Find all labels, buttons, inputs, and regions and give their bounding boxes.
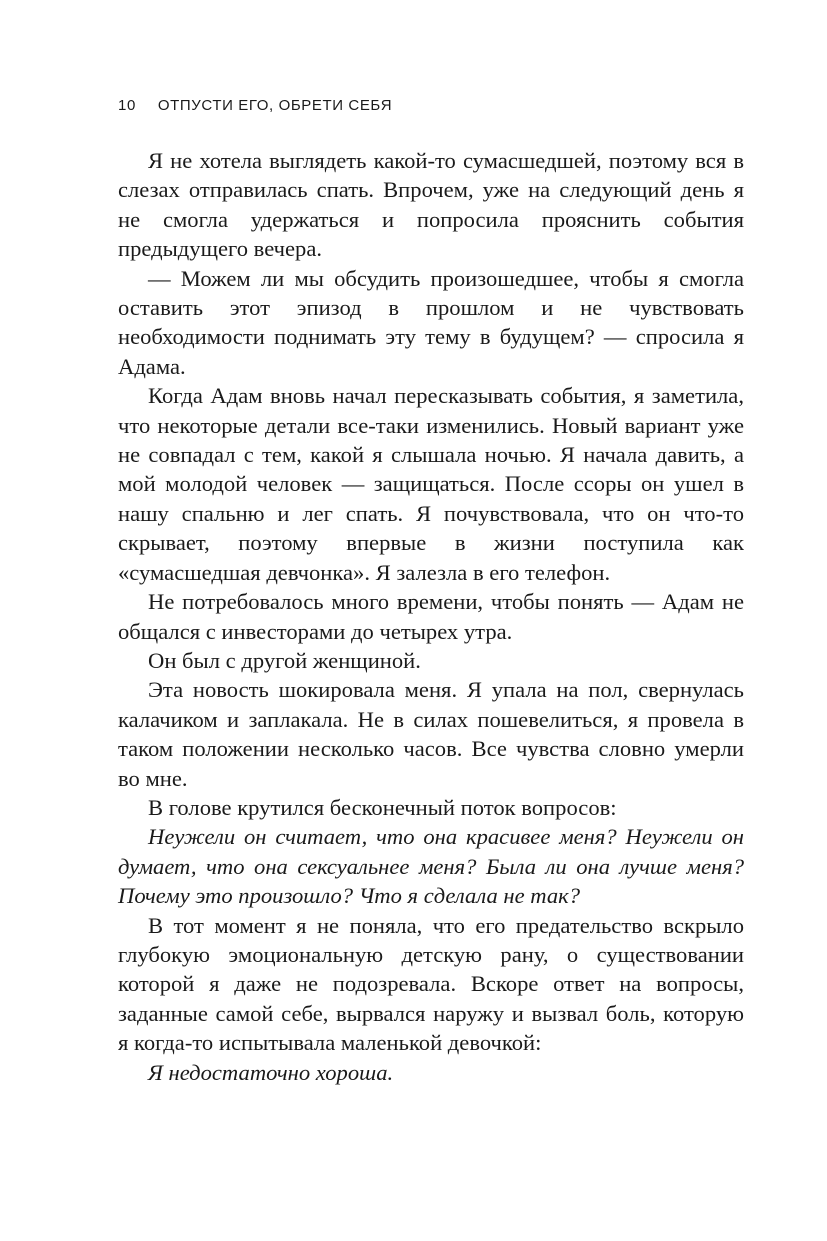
paragraph: Я не хотела выглядеть какой-то сумасшедшей, поэтому вся в слезах отправилась спать. Впрочем, уже на следующий день я не смогла удержаться и попросила прояснить события предыдущего вечера.: [118, 148, 744, 262]
paragraph: В тот момент я не поняла, что его предательство вскрыло глубокую эмоциональную детскую рану, о существовании которой я даже не подозревала. Вскоре ответ на вопросы, заданные самой себе, вырвался наружу и вызвал боль, которую я когда-то испытывала маленькой девочкой:: [118, 912, 744, 1056]
dialogue-paragraph: — Можем ли мы обсудить произошедшее, чтобы я смогла оставить этот эпизод в прошлом и не чувствовать необходимости поднимать эту тему в будущем? — спросила я Адама.: [118, 265, 744, 379]
paragraph: В голове крутился бесконечный поток вопросов:: [148, 794, 617, 820]
paragraph: Не потребовалось много времени, чтобы понять — Адам не общался с инвесторами до четырех утра.: [118, 589, 744, 644]
running-head: [118, 97, 392, 114]
italic-questions: Неужели он считает, что она красивее меня? Неужели он думает, что она сексуальнее меня? Была ли она лучше меня? Почему это произошло? Что я сделала не так?: [118, 824, 744, 909]
book-title: ОТПУСТИ ЕГО, ОБРЕТИ СЕБЯ: [157, 97, 393, 114]
paragraph: Эта новость шокировала меня. Я упала на пол, свернулась калачиком и заплакала. Не в силах пошевелиться, я провела в таком положении несколько часов. Все чувства словно умерли во мне.: [118, 677, 744, 791]
body-text: [118, 146, 744, 1087]
paragraph: Когда Адам вновь начал пересказывать события, я заметила, что некоторые детали все-таки изменились. Новый вариант уже не совпадал с тем, какой я слышала ночью. Я начала давить, а мой молодой человек — защищаться. После ссоры он ушел в нашу спальню и лег спать. Я почувствовала, что он что-то скрывает, поэтому впервые в жизни поступила как «сумасшедшая девчонка». Я залезла в его телефон.: [118, 383, 744, 585]
page-number: 10: [118, 97, 136, 114]
italic-conclusion: Я недостаточно хороша.: [148, 1059, 394, 1085]
paragraph: Он был с другой женщиной.: [148, 647, 421, 673]
